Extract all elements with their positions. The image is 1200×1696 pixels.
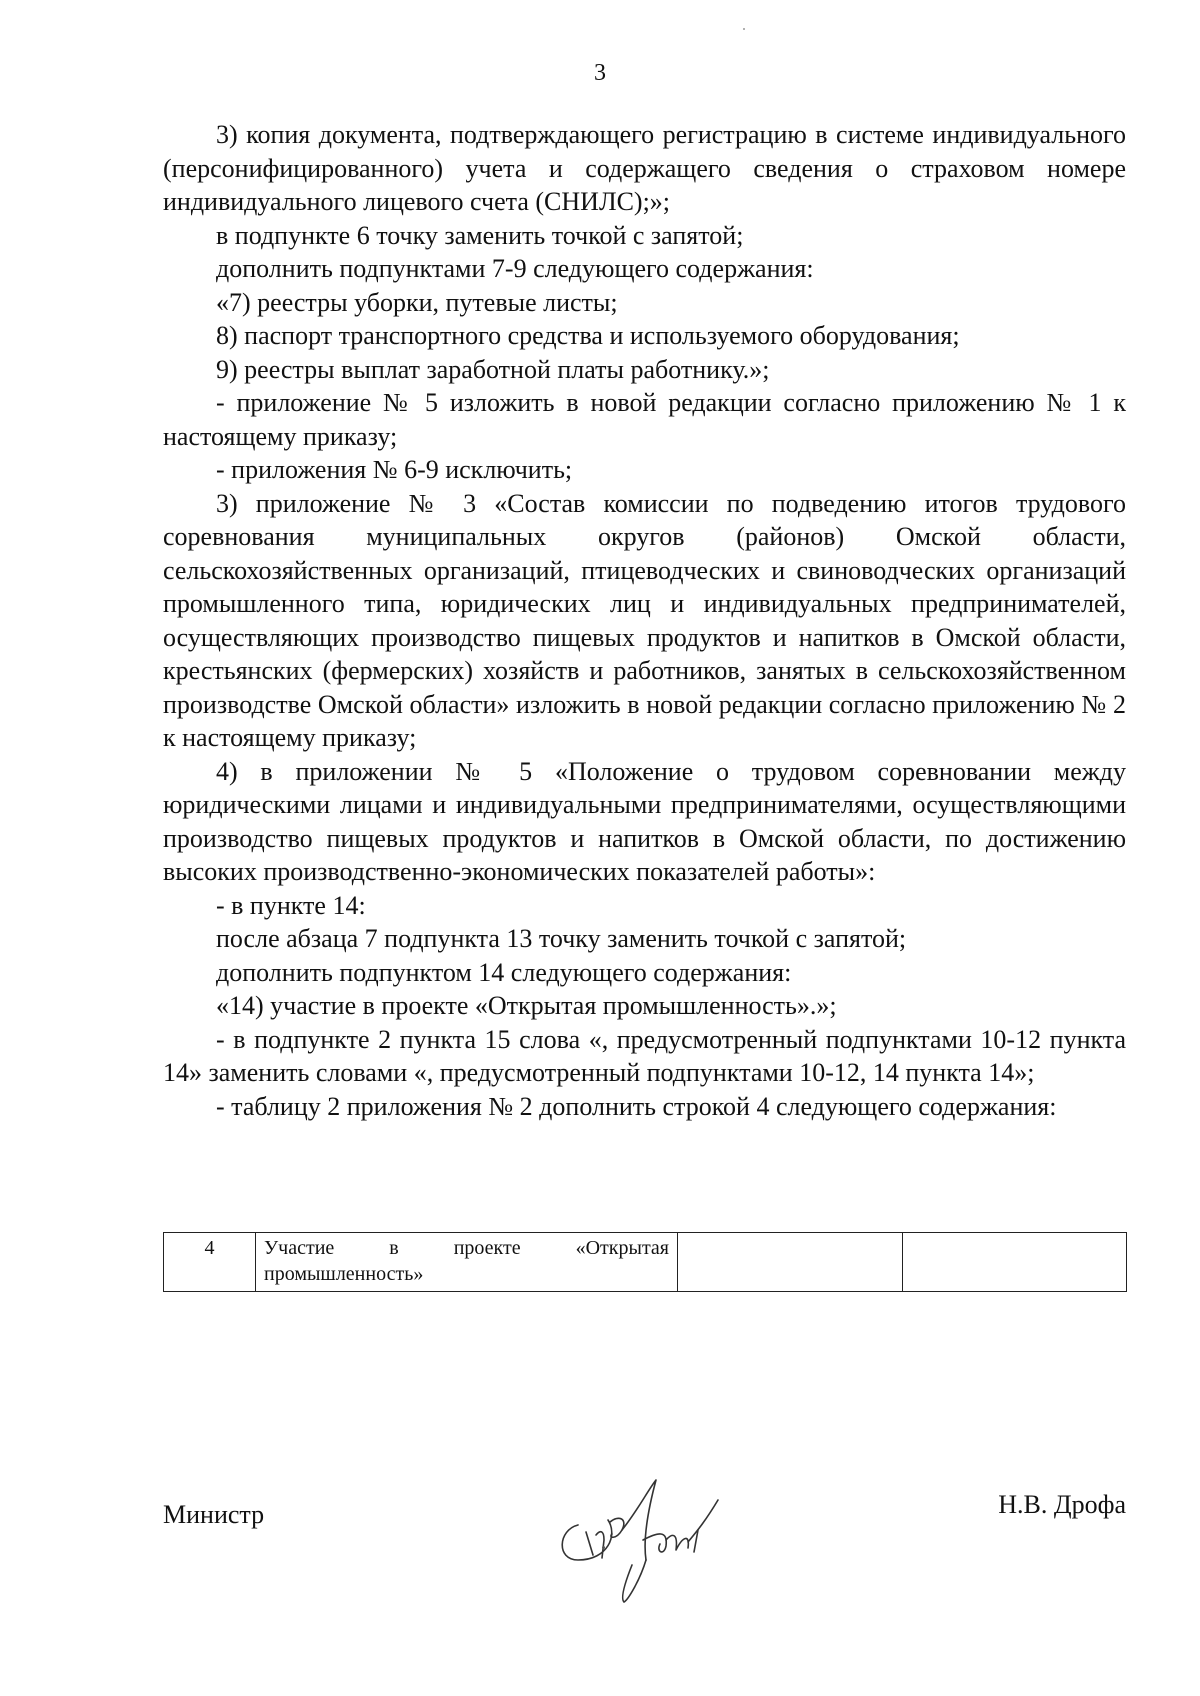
table-cell-indicator: Участие в проекте «Открытая промышленность» [256, 1233, 678, 1292]
paragraph: - приложения № 6-9 исключить; [216, 455, 573, 484]
paragraph: - приложение № 5 изложить в новой редакции согласно приложению № 1 к настоящему приказу; [163, 388, 1126, 451]
paragraph: 9) реестры выплат заработной платы работнику.»; [216, 354, 770, 384]
paragraph: дополнить подпунктом 14 следующего содержания: [216, 957, 792, 987]
page-number: 3 [594, 60, 606, 86]
paragraph: - в подпункте 2 пункта 15 слова «, предусмотренный подпунктами 10-12 пункта 14» заменить словами «, предусмотренный подпунктами 10-12, 14 пункта 14»; [163, 1024, 1126, 1087]
signatory-title: Министр [163, 1500, 265, 1529]
paragraph: 3) копия документа, подтверждающего регистрацию в системе индивидуального (персонифицированного) учета и содержащего сведения о страховом номере индивидуального лицевого счета (СНИЛС);»; [163, 120, 1126, 216]
paragraph: «7) реестры уборки, путевые листы; [216, 287, 618, 317]
signature-block [163, 1460, 1126, 1610]
paragraph: - таблицу 2 приложения № 2 дополнить строкой 4 следующего содержания: [216, 1091, 1057, 1121]
paragraph: 8) паспорт транспортного средства и используемого оборудования; [216, 321, 960, 350]
signatory-name: Н.В. Дрофа [998, 1490, 1126, 1519]
paragraph: дополнить подпунктами 7-9 следующего содержания: [216, 254, 814, 283]
table-cell-empty [903, 1233, 1127, 1292]
handwritten-signature [548, 1460, 758, 1610]
paragraph: в подпункте 6 точку заменить точкой с запятой; [216, 220, 744, 250]
scan-speck [743, 28, 745, 30]
document-body [163, 118, 1126, 1123]
table-cell-number: 4 [164, 1233, 256, 1292]
table-row [164, 1233, 1127, 1292]
scan-speck [602, 1546, 605, 1549]
paragraph: «14) участие в проекте «Открытая промышленность».»; [216, 991, 837, 1020]
addition-table [163, 1232, 1126, 1292]
paragraph: - в пункте 14: [216, 890, 366, 920]
table-cell-empty [678, 1233, 903, 1292]
paragraph: 3) приложение № 3 «Состав комиссии по подведению итогов трудового соревнования муниципальных округов (районов) Омской области, сельскохозяйственных организаций, птицеводческих и свиноводческих организаций промышленного типа, юридических лиц и индивидуальных предпринимателей, осуществляющих производство пищевых продуктов и напитков в Омской области, крестьянских (фермерских) хозяйств и работников, занятых в сельскохозяйственном производстве Омской области» изложить в новой редакции согласно приложению № 2 к настоящему приказу; [163, 488, 1126, 752]
paragraph: 4) в приложении № 5 «Положение о трудовом соревновании между юридическими лицами и индивидуальными предпринимателями, осуществляющими производство пищевых продуктов и напитков в Омской области, по достижению высоких производственно-экономических показателей работы»: [163, 756, 1126, 886]
paragraph: после абзаца 7 подпункта 13 точку заменить точкой с запятой; [216, 924, 907, 953]
